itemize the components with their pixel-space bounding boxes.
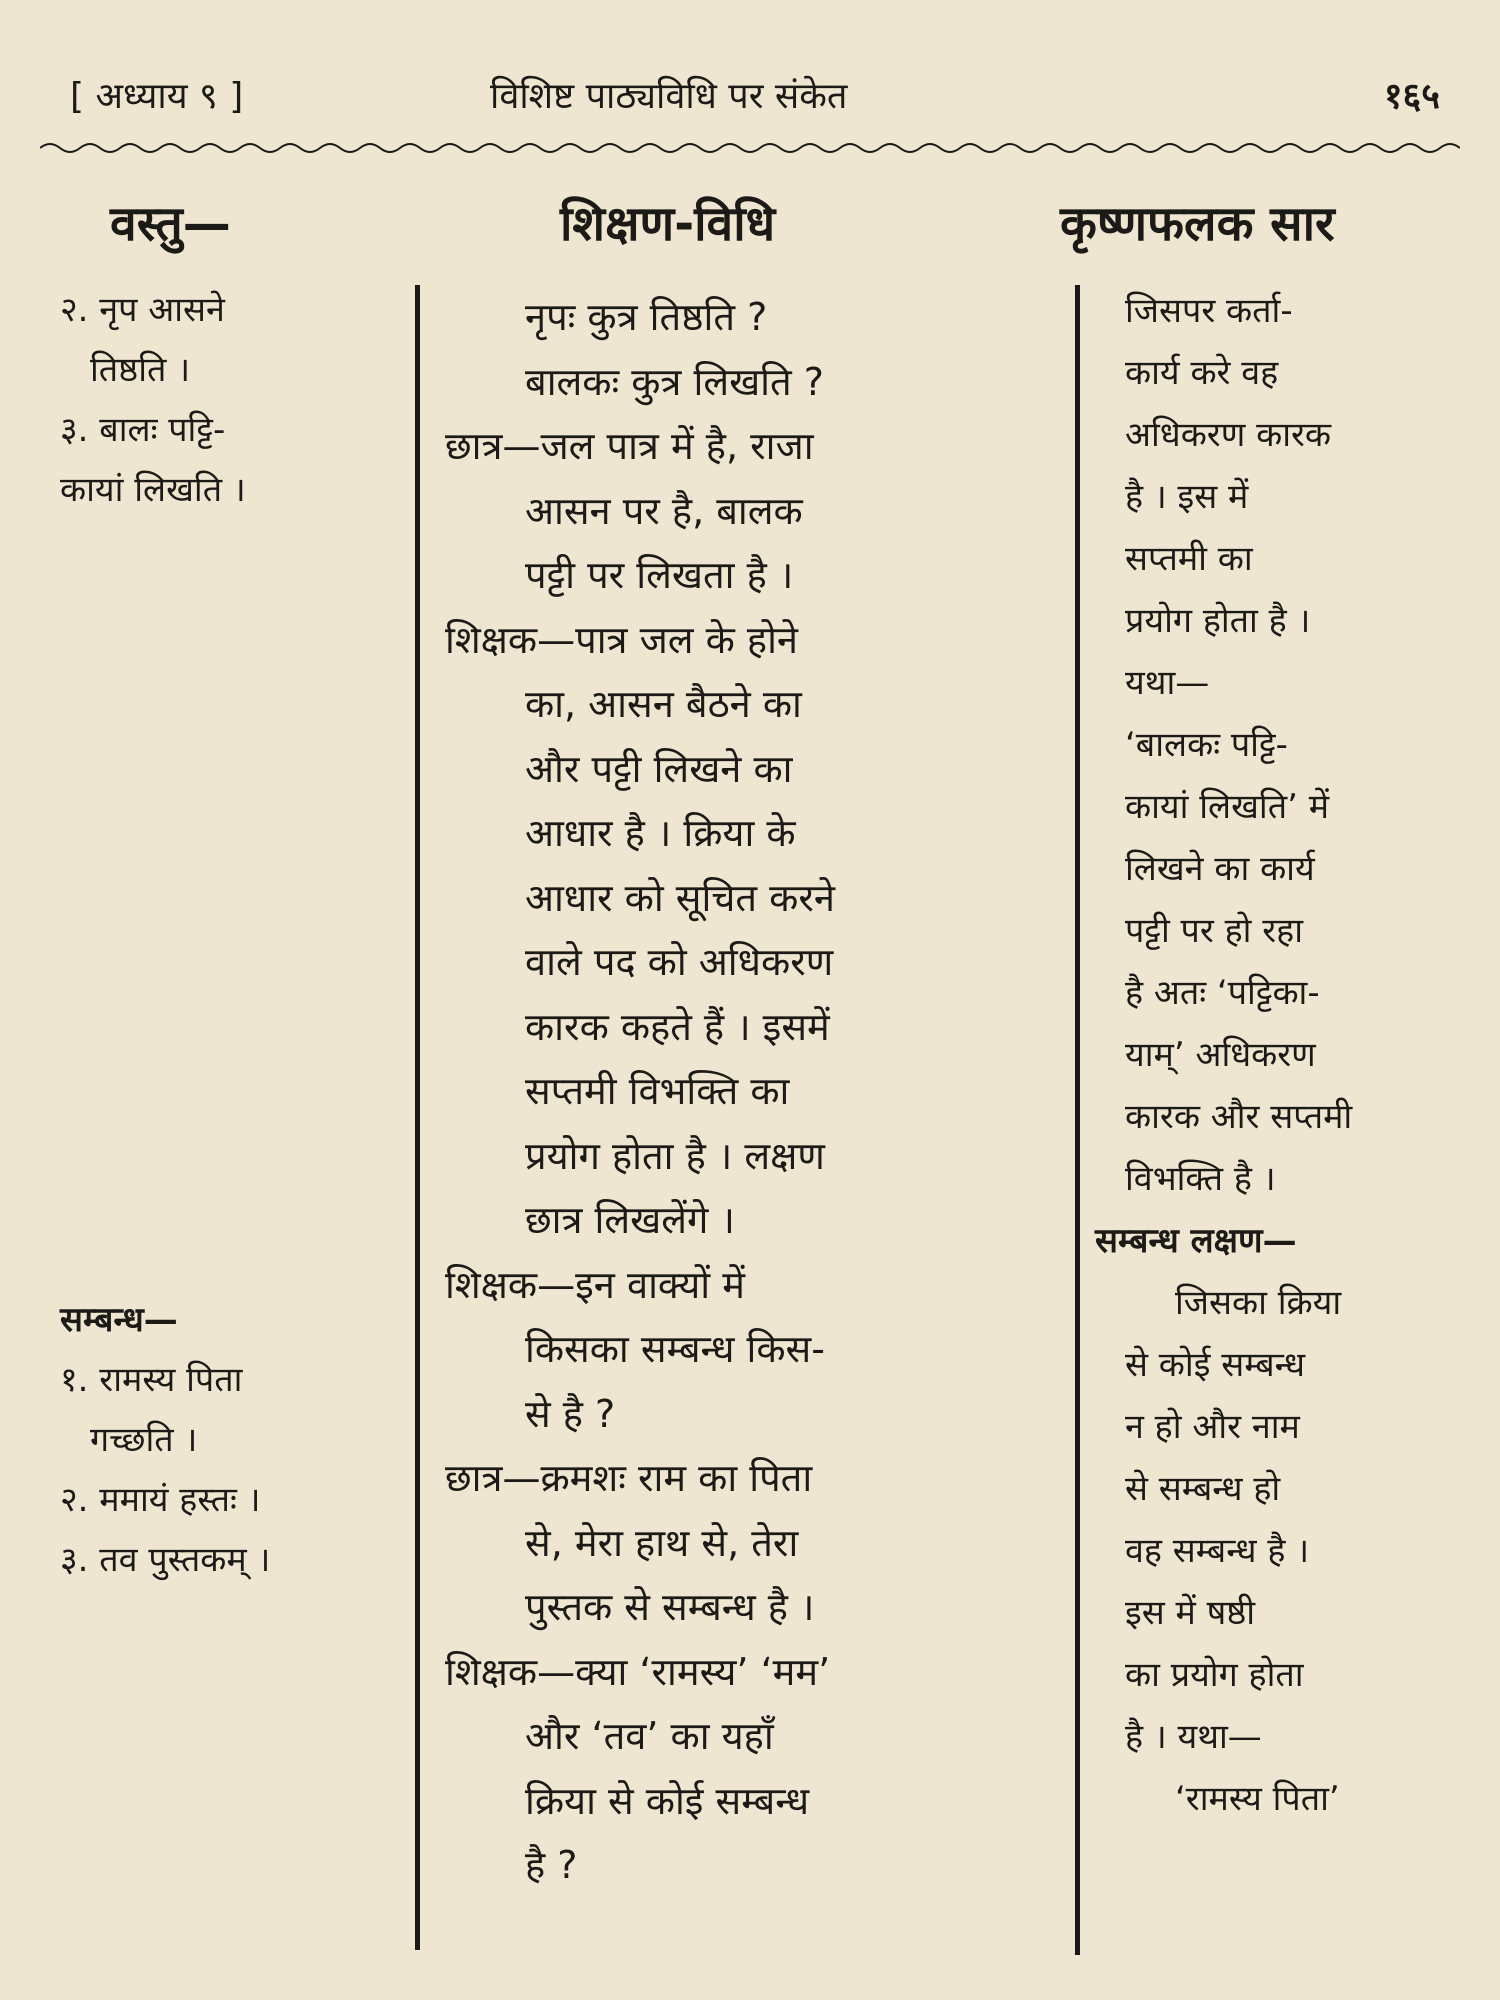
text-line: छात्र—जल पात्र में है, राजा bbox=[445, 424, 814, 468]
text-line: कार्य करे वह bbox=[1125, 353, 1279, 393]
text-line: २. नृप आसने bbox=[60, 290, 225, 330]
text-line: छात्र—क्रमशः राम का पिता bbox=[445, 1456, 813, 1500]
text-line: से कोई सम्बन्ध bbox=[1125, 1345, 1305, 1385]
text-line: २. ममायं हस्तः । bbox=[60, 1480, 261, 1520]
text-line: है ? bbox=[525, 1843, 578, 1887]
text-line: आसन पर है, बालक bbox=[525, 488, 803, 533]
text-line: आधार को सूचित करने bbox=[525, 875, 835, 920]
text-line: ‘बालकः पट्टि- bbox=[1125, 725, 1288, 765]
column-heading-blackboard: कृष्णफलक सार bbox=[1060, 196, 1335, 252]
text-line: से सम्बन्ध हो bbox=[1125, 1469, 1281, 1509]
column-heading-method: शिक्षण-विधि bbox=[560, 196, 776, 252]
text-line: से है ? bbox=[525, 1391, 616, 1436]
text-line: कारक और सप्तमी bbox=[1125, 1097, 1353, 1137]
text-line: जिसका क्रिया bbox=[1175, 1283, 1342, 1323]
text-line: कारक कहते हैं । इसमें bbox=[525, 1004, 830, 1049]
text-line: छात्र लिखलेंगे । bbox=[525, 1198, 735, 1242]
column-heading-content: वस्तु— bbox=[110, 196, 231, 252]
teaching-method-column bbox=[445, 285, 1060, 1898]
column-rule-right bbox=[1075, 285, 1080, 1955]
text-line: का प्रयोग होता bbox=[1125, 1655, 1304, 1695]
text-line: नृपः कुत्र तिष्ठति ? bbox=[525, 295, 768, 339]
section-heading-relation: सम्बन्ध— bbox=[60, 1300, 178, 1340]
chapter-label: [ अध्याय ९ ] bbox=[70, 76, 244, 117]
content-column bbox=[60, 280, 405, 1590]
text-line: तिष्ठति । bbox=[90, 350, 191, 390]
text-line: अधिकरण कारक bbox=[1125, 415, 1332, 455]
text-line: गच्छति । bbox=[90, 1420, 198, 1460]
text-line: पट्टी पर लिखता है । bbox=[525, 553, 794, 597]
text-line: है अतः ‘पट्टिका- bbox=[1125, 973, 1320, 1013]
text-line: और पट्टी लिखने का bbox=[525, 746, 793, 791]
text-line: प्रयोग होता है । लक्षण bbox=[525, 1133, 825, 1178]
text-line: वाले पद को अधिकरण bbox=[525, 940, 834, 984]
text-line: प्रयोग होता है । bbox=[1125, 601, 1311, 641]
text-line: लिखने का कार्य bbox=[1125, 849, 1315, 889]
text-line: १. रामस्य पिता bbox=[60, 1360, 243, 1400]
section-heading-relation-definition: सम्बन्ध लक्षण— bbox=[1095, 1221, 1297, 1261]
text-line: कायां लिखति’ में bbox=[1125, 787, 1330, 827]
text-line: याम्’ अधिकरण bbox=[1125, 1035, 1316, 1075]
text-line: ‘रामस्य पिता’ bbox=[1175, 1779, 1340, 1819]
text-line: कायां लिखति । bbox=[60, 470, 246, 510]
text-line: न हो और नाम bbox=[1125, 1407, 1300, 1447]
text-line: क्रिया से कोई सम्बन्ध bbox=[525, 1778, 810, 1823]
text-line: किसका सम्बन्ध किस- bbox=[525, 1327, 825, 1371]
text-line: सप्तमी विभक्ति का bbox=[525, 1069, 790, 1113]
text-line: शिक्षक—क्या ‘रामस्य’ ‘मम’ bbox=[445, 1649, 831, 1694]
text-line: आधार है । क्रिया के bbox=[525, 811, 796, 855]
text-line: विभक्ति है । bbox=[1125, 1159, 1276, 1199]
text-line: जिसपर कर्ता- bbox=[1125, 291, 1293, 331]
text-line: इस में षष्ठी bbox=[1125, 1593, 1256, 1633]
text-line: शिक्षक—पात्र जल के होने bbox=[445, 617, 799, 662]
running-title: विशिष्ट पाठ्यविधि पर संकेत bbox=[490, 76, 848, 117]
text-line: बालकः कुत्र लिखति ? bbox=[525, 359, 824, 404]
text-line: है । यथा— bbox=[1125, 1717, 1262, 1757]
text-line: सप्तमी का bbox=[1125, 539, 1253, 579]
text-line: और ‘तव’ का यहाँ bbox=[525, 1714, 774, 1758]
text-line: पुस्तक से सम्बन्ध है । bbox=[525, 1585, 815, 1629]
text-line: ३. तव पुस्तकम् । bbox=[60, 1540, 271, 1580]
text-line: पट्टी पर हो रहा bbox=[1125, 911, 1304, 951]
header-wavy-divider bbox=[40, 140, 1460, 156]
column-rule-left bbox=[415, 285, 420, 1950]
text-line: वह सम्बन्ध है । bbox=[1125, 1531, 1310, 1571]
blackboard-summary-column bbox=[1095, 280, 1450, 1830]
text-line: का, आसन बैठने का bbox=[525, 682, 802, 726]
text-line: शिक्षक—इन वाक्यों में bbox=[445, 1262, 745, 1307]
text-line: है । इस में bbox=[1125, 477, 1249, 517]
page-number: १६५ bbox=[1383, 76, 1440, 117]
page-header bbox=[0, 70, 1500, 130]
text-line: ३. बालः पट्टि- bbox=[60, 410, 226, 450]
text-line: से, मेरा हाथ से, तेरा bbox=[525, 1520, 799, 1565]
text-line: यथा— bbox=[1125, 663, 1210, 703]
